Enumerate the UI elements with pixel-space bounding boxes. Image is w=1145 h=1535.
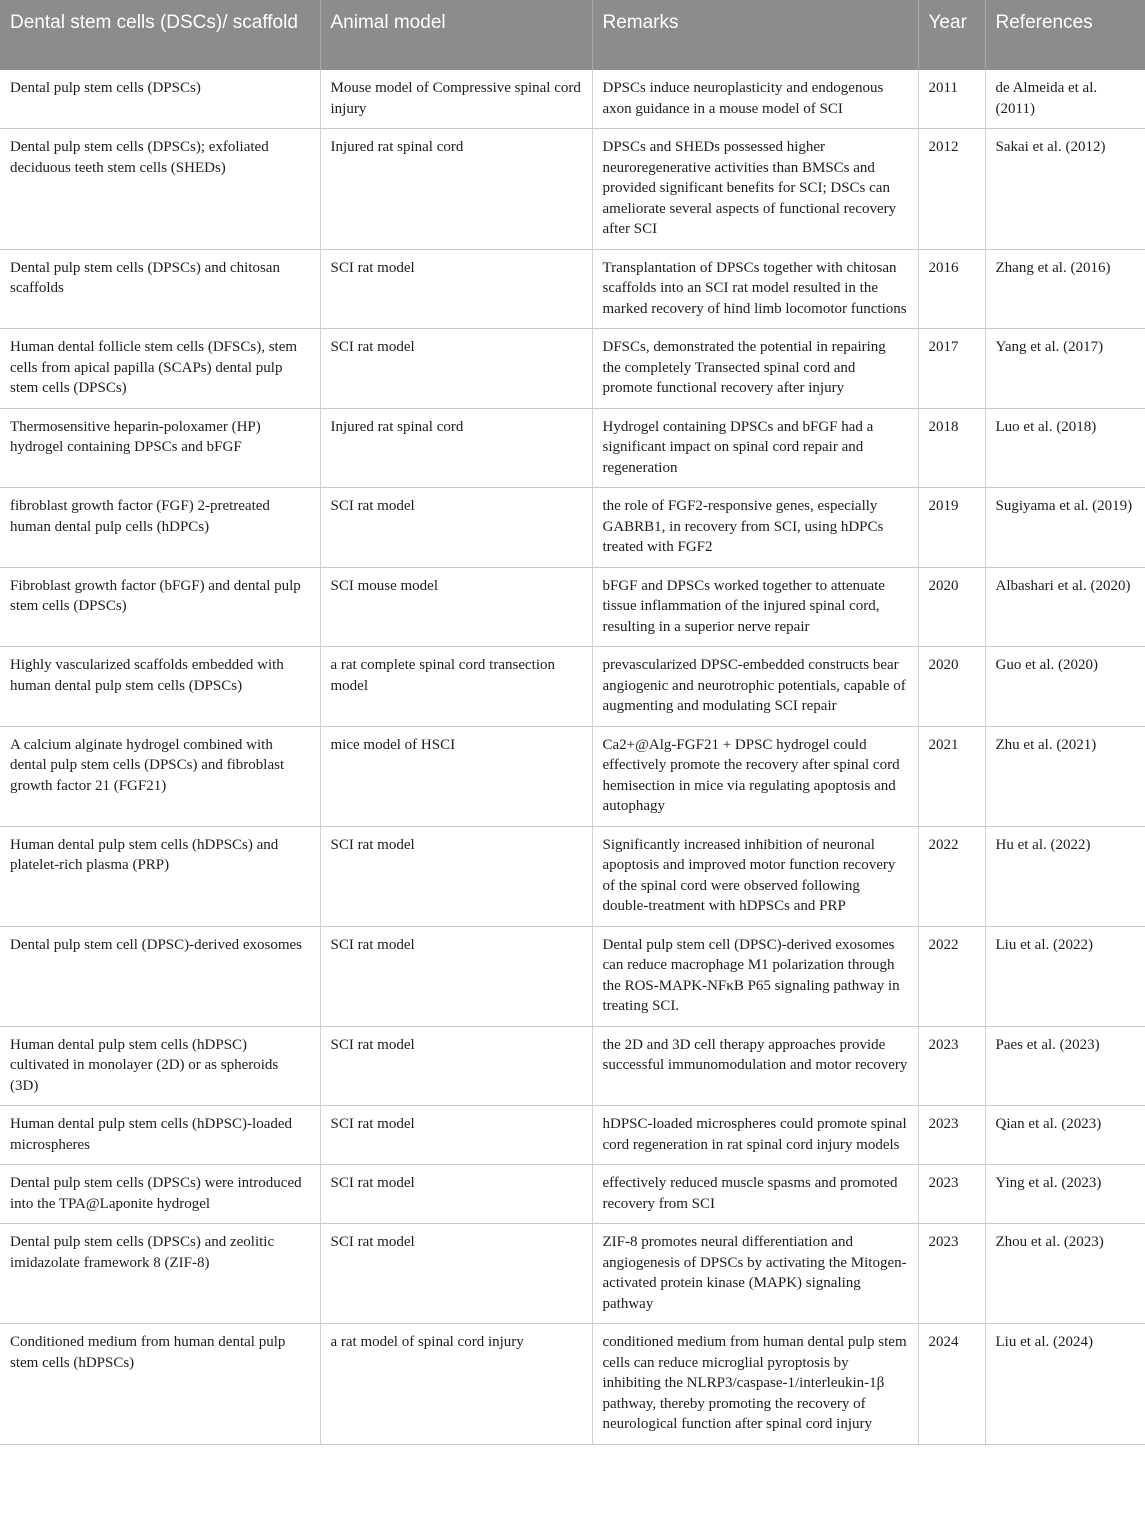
cell-animal-model: SCI rat model [320, 1026, 592, 1106]
cell-stem-cells: Highly vascularized scaffolds embedded with human dental pulp stem cells (DPSCs) [0, 647, 320, 727]
cell-reference: Sakai et al. (2012) [985, 129, 1145, 250]
cell-animal-model: SCI rat model [320, 1165, 592, 1224]
cell-reference: Zhu et al. (2021) [985, 726, 1145, 826]
cell-stem-cells: Dental pulp stem cells (DPSCs) and chitosan scaffolds [0, 249, 320, 329]
cell-animal-model: SCI rat model [320, 249, 592, 329]
cell-reference: Zhang et al. (2016) [985, 249, 1145, 329]
table-row [0, 1165, 1145, 1224]
cell-animal-model: a rat complete spinal cord transection model [320, 647, 592, 727]
cell-reference: Hu et al. (2022) [985, 826, 1145, 926]
cell-reference: Luo et al. (2018) [985, 408, 1145, 488]
header-dental-stem-cells: Dental stem cells (DSCs)/ scaffold [0, 0, 320, 70]
cell-year: 2023 [918, 1026, 985, 1106]
header-year: Year [918, 0, 985, 70]
cell-animal-model: SCI rat model [320, 926, 592, 1026]
table-row [0, 1324, 1145, 1445]
cell-remarks: DPSCs induce neuroplasticity and endogenous axon guidance in a mouse model of SCI [592, 70, 918, 129]
cell-year: 2024 [918, 1324, 985, 1445]
table-row [0, 647, 1145, 727]
cell-stem-cells: Fibroblast growth factor (bFGF) and dental pulp stem cells (DPSCs) [0, 567, 320, 647]
cell-reference: Liu et al. (2022) [985, 926, 1145, 1026]
cell-remarks: Ca2+@Alg-FGF21 + DPSC hydrogel could effectively promote the recovery after spinal cord hemisection in mice via regulating apoptosis and autophagy [592, 726, 918, 826]
cell-year: 2011 [918, 70, 985, 129]
cell-reference: Zhou et al. (2023) [985, 1224, 1145, 1324]
table-row [0, 1106, 1145, 1165]
cell-year: 2023 [918, 1165, 985, 1224]
cell-remarks: bFGF and DPSCs worked together to attenuate tissue inflammation of the injured spinal cord, resulting in a superior nerve repair [592, 567, 918, 647]
table-row [0, 70, 1145, 129]
cell-animal-model: SCI rat model [320, 488, 592, 568]
cell-reference: Sugiyama et al. (2019) [985, 488, 1145, 568]
table-row [0, 726, 1145, 826]
cell-animal-model: Mouse model of Compressive spinal cord injury [320, 70, 592, 129]
table-row [0, 329, 1145, 409]
cell-year: 2022 [918, 826, 985, 926]
cell-animal-model: SCI mouse model [320, 567, 592, 647]
cell-remarks: conditioned medium from human dental pulp stem cells can reduce microglial pyroptosis by inhibiting the NLRP3/caspase-1/interleukin-1β pathway, thereby promoting the recovery of neurological function after spinal cord injury [592, 1324, 918, 1445]
table-row [0, 488, 1145, 568]
table-row [0, 926, 1145, 1026]
cell-year: 2023 [918, 1224, 985, 1324]
cell-stem-cells: Dental pulp stem cells (DPSCs); exfoliated deciduous teeth stem cells (SHEDs) [0, 129, 320, 250]
cell-reference: Yang et al. (2017) [985, 329, 1145, 409]
cell-remarks: ZIF-8 promotes neural differentiation and angiogenesis of DPSCs by activating the Mitogen-activated protein kinase (MAPK) signaling pathway [592, 1224, 918, 1324]
header-references: References [985, 0, 1145, 70]
cell-year: 2020 [918, 647, 985, 727]
cell-remarks: DPSCs and SHEDs possessed higher neuroregenerative activities than BMSCs and provided significant benefits for SCI; DSCs can ameliorate several aspects of functional recovery after SCI [592, 129, 918, 250]
cell-animal-model: SCI rat model [320, 826, 592, 926]
cell-stem-cells: Human dental pulp stem cells (hDPSCs) and platelet-rich plasma (PRP) [0, 826, 320, 926]
cell-stem-cells: Human dental pulp stem cells (hDPSC) cultivated in monolayer (2D) or as spheroids (3D) [0, 1026, 320, 1106]
table-row [0, 249, 1145, 329]
cell-reference: Guo et al. (2020) [985, 647, 1145, 727]
cell-stem-cells: Thermosensitive heparin-poloxamer (HP) hydrogel containing DPSCs and bFGF [0, 408, 320, 488]
table-row [0, 826, 1145, 926]
cell-reference: Ying et al. (2023) [985, 1165, 1145, 1224]
cell-year: 2023 [918, 1106, 985, 1165]
cell-remarks: the role of FGF2-responsive genes, especially GABRB1, in recovery from SCI, using hDPCs treated with FGF2 [592, 488, 918, 568]
cell-year: 2012 [918, 129, 985, 250]
cell-year: 2017 [918, 329, 985, 409]
table-header [0, 0, 1145, 70]
cell-stem-cells: Human dental follicle stem cells (DFSCs), stem cells from apical papilla (SCAPs) dental pulp stem cells (DPSCs) [0, 329, 320, 409]
cell-stem-cells: Dental pulp stem cells (DPSCs) [0, 70, 320, 129]
cell-animal-model: SCI rat model [320, 1106, 592, 1165]
table-row [0, 567, 1145, 647]
cell-reference: Liu et al. (2024) [985, 1324, 1145, 1445]
cell-reference: de Almeida et al. (2011) [985, 70, 1145, 129]
cell-animal-model: a rat model of spinal cord injury [320, 1324, 592, 1445]
cell-stem-cells: Dental pulp stem cells (DPSCs) and zeolitic imidazolate framework 8 (ZIF-8) [0, 1224, 320, 1324]
cell-stem-cells: fibroblast growth factor (FGF) 2-pretreated human dental pulp cells (hDPCs) [0, 488, 320, 568]
cell-year: 2016 [918, 249, 985, 329]
header-animal-model: Animal model [320, 0, 592, 70]
cell-remarks: DFSCs, demonstrated the potential in repairing the completely Transected spinal cord and promote functional recovery after injury [592, 329, 918, 409]
table-row [0, 408, 1145, 488]
cell-animal-model: mice model of HSCI [320, 726, 592, 826]
cell-year: 2021 [918, 726, 985, 826]
cell-animal-model: SCI rat model [320, 329, 592, 409]
cell-stem-cells: Dental pulp stem cells (DPSCs) were introduced into the TPA@Laponite hydrogel [0, 1165, 320, 1224]
cell-remarks: hDPSC-loaded microspheres could promote spinal cord regeneration in rat spinal cord injury models [592, 1106, 918, 1165]
cell-stem-cells: Human dental pulp stem cells (hDPSC)-loaded microspheres [0, 1106, 320, 1165]
header-row [0, 0, 1145, 70]
cell-year: 2020 [918, 567, 985, 647]
table-body [0, 70, 1145, 1444]
cell-animal-model: Injured rat spinal cord [320, 129, 592, 250]
cell-stem-cells: Dental pulp stem cell (DPSC)-derived exosomes [0, 926, 320, 1026]
cell-remarks: Significantly increased inhibition of neuronal apoptosis and improved motor function recovery of the spinal cord were observed following double-treatment with hDPSCs and PRP [592, 826, 918, 926]
cell-remarks: prevascularized DPSC-embedded constructs bear angiogenic and neurotrophic potentials, capable of augmenting and modulating SCI repair [592, 647, 918, 727]
cell-remarks: Transplantation of DPSCs together with chitosan scaffolds into an SCI rat model resulted in the marked recovery of hind limb locomotor functions [592, 249, 918, 329]
cell-stem-cells: A calcium alginate hydrogel combined with dental pulp stem cells (DPSCs) and fibroblast growth factor 21 (FGF21) [0, 726, 320, 826]
table-row [0, 1224, 1145, 1324]
cell-year: 2019 [918, 488, 985, 568]
cell-year: 2022 [918, 926, 985, 1026]
cell-reference: Qian et al. (2023) [985, 1106, 1145, 1165]
cell-remarks: the 2D and 3D cell therapy approaches provide successful immunomodulation and motor recovery [592, 1026, 918, 1106]
table-row [0, 1026, 1145, 1106]
cell-animal-model: SCI rat model [320, 1224, 592, 1324]
cell-remarks: effectively reduced muscle spasms and promoted recovery from SCI [592, 1165, 918, 1224]
cell-reference: Paes et al. (2023) [985, 1026, 1145, 1106]
cell-remarks: Dental pulp stem cell (DPSC)-derived exosomes can reduce macrophage M1 polarization through the ROS-MAPK-NFκB P65 signaling pathway in treating SCI. [592, 926, 918, 1026]
cell-animal-model: Injured rat spinal cord [320, 408, 592, 488]
cell-year: 2018 [918, 408, 985, 488]
cell-remarks: Hydrogel containing DPSCs and bFGF had a significant impact on spinal cord repair and regeneration [592, 408, 918, 488]
cell-reference: Albashari et al. (2020) [985, 567, 1145, 647]
table-row [0, 129, 1145, 250]
cell-stem-cells: Conditioned medium from human dental pulp stem cells (hDPSCs) [0, 1324, 320, 1445]
header-remarks: Remarks [592, 0, 918, 70]
